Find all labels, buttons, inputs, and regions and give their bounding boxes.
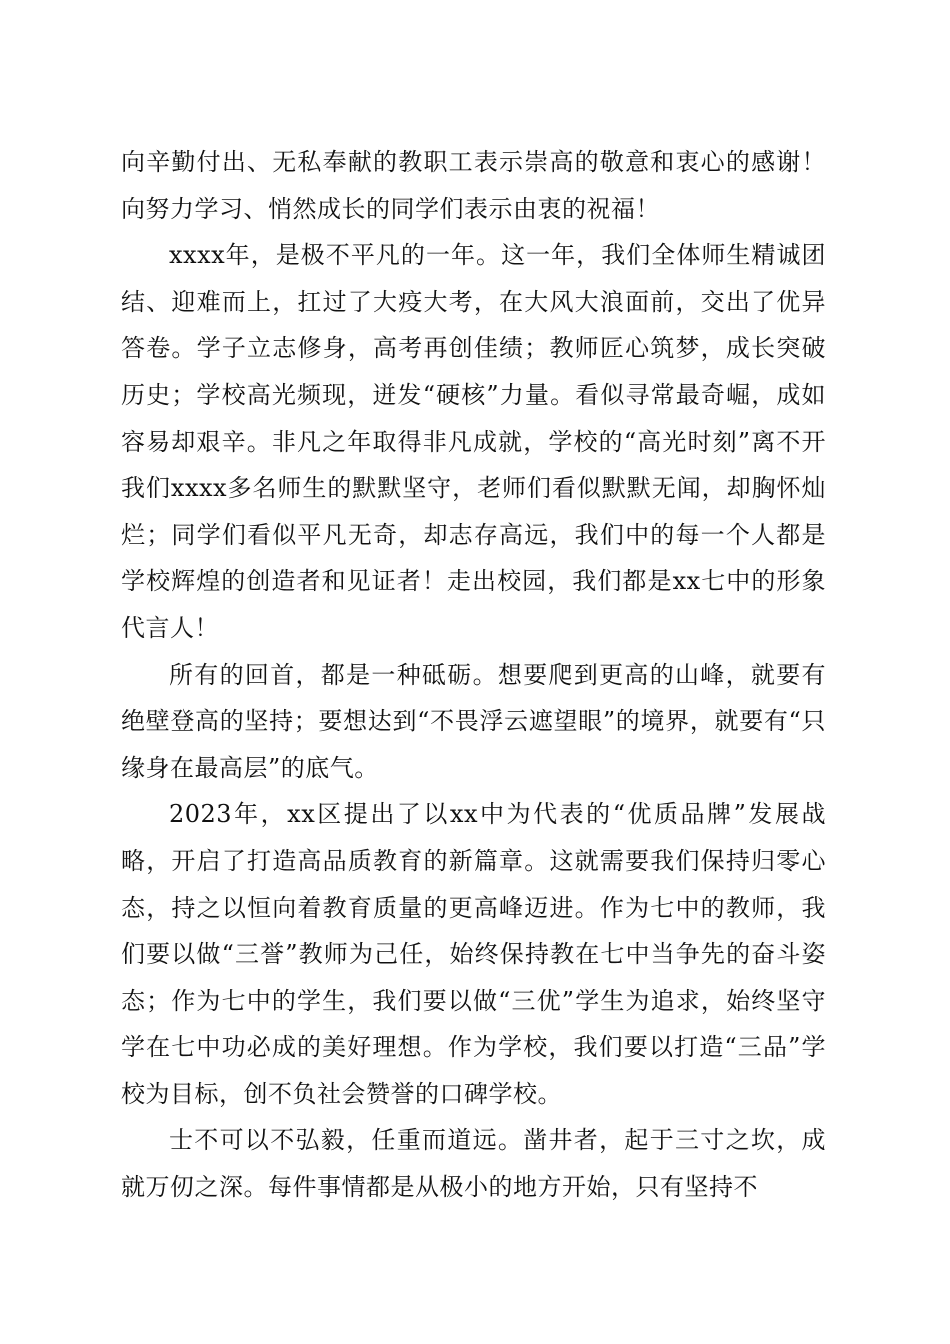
paragraph-perseverance: 士不可以不弘毅，任重而道远。凿井者，起于三寸之坎，成就万仞之深。每件事情都是从极小的地方开始，只有坚持不: [121, 1126, 826, 1202]
paragraph-2023-strategy: 2023年，xx区提出了以xx中为代表的“优质品牌”发展战略，开启了打造高品质教育的新篇章。这就需要我们保持归零心态，持之以恒向着教育质量的更高峰迈进。作为七中的教师，我们要以做“三誉”教师为己任，始终保持教在七中当争先的奋斗姿态；作为七中的学生，我们要以做“三优”学生为追求，始终坚守学在七中功必成的美好理想。作为学校，我们要以打造“三品”学校为目标，创不负社会赞誉的口碑学校。: [121, 800, 826, 1108]
document-body: [121, 139, 826, 1211]
paragraph-gratitude: 向辛勤付出、无私奉献的教职工表示崇高的敬意和衷心的感谢！向努力学习、悄然成长的同学们表示由衷的祝福！: [121, 148, 826, 223]
paragraph-looking-back: 所有的回首，都是一种砥砺。想要爬到更高的山峰，就要有绝壁登高的坚持；要想达到“不畏浮云遮望眼”的境界，就要有“只缘身在最高层”的底气。: [121, 660, 826, 782]
paragraph-extraordinary-year: xxxx年，是极不平凡的一年。这一年，我们全体师生精诚团结、迎难而上，扛过了大疫大考，在大风大浪面前，交出了优异答卷。学子立志修身，高考再创佳绩；教师匠心筑梦，成长突破历史；学校高光频现，迸发“硬核”力量。看似寻常最奇崛，成如容易却艰辛。非凡之年取得非凡成就，学校的“高光时刻”离不开我们xxxx多名师生的默默坚守，老师们看似默默无闻，却胸怀灿烂；同学们看似平凡无奇，却志存高远，我们中的每一个人都是学校辉煌的创造者和见证者！走出校园，我们都是xx七中的形象代言人！: [121, 241, 826, 642]
